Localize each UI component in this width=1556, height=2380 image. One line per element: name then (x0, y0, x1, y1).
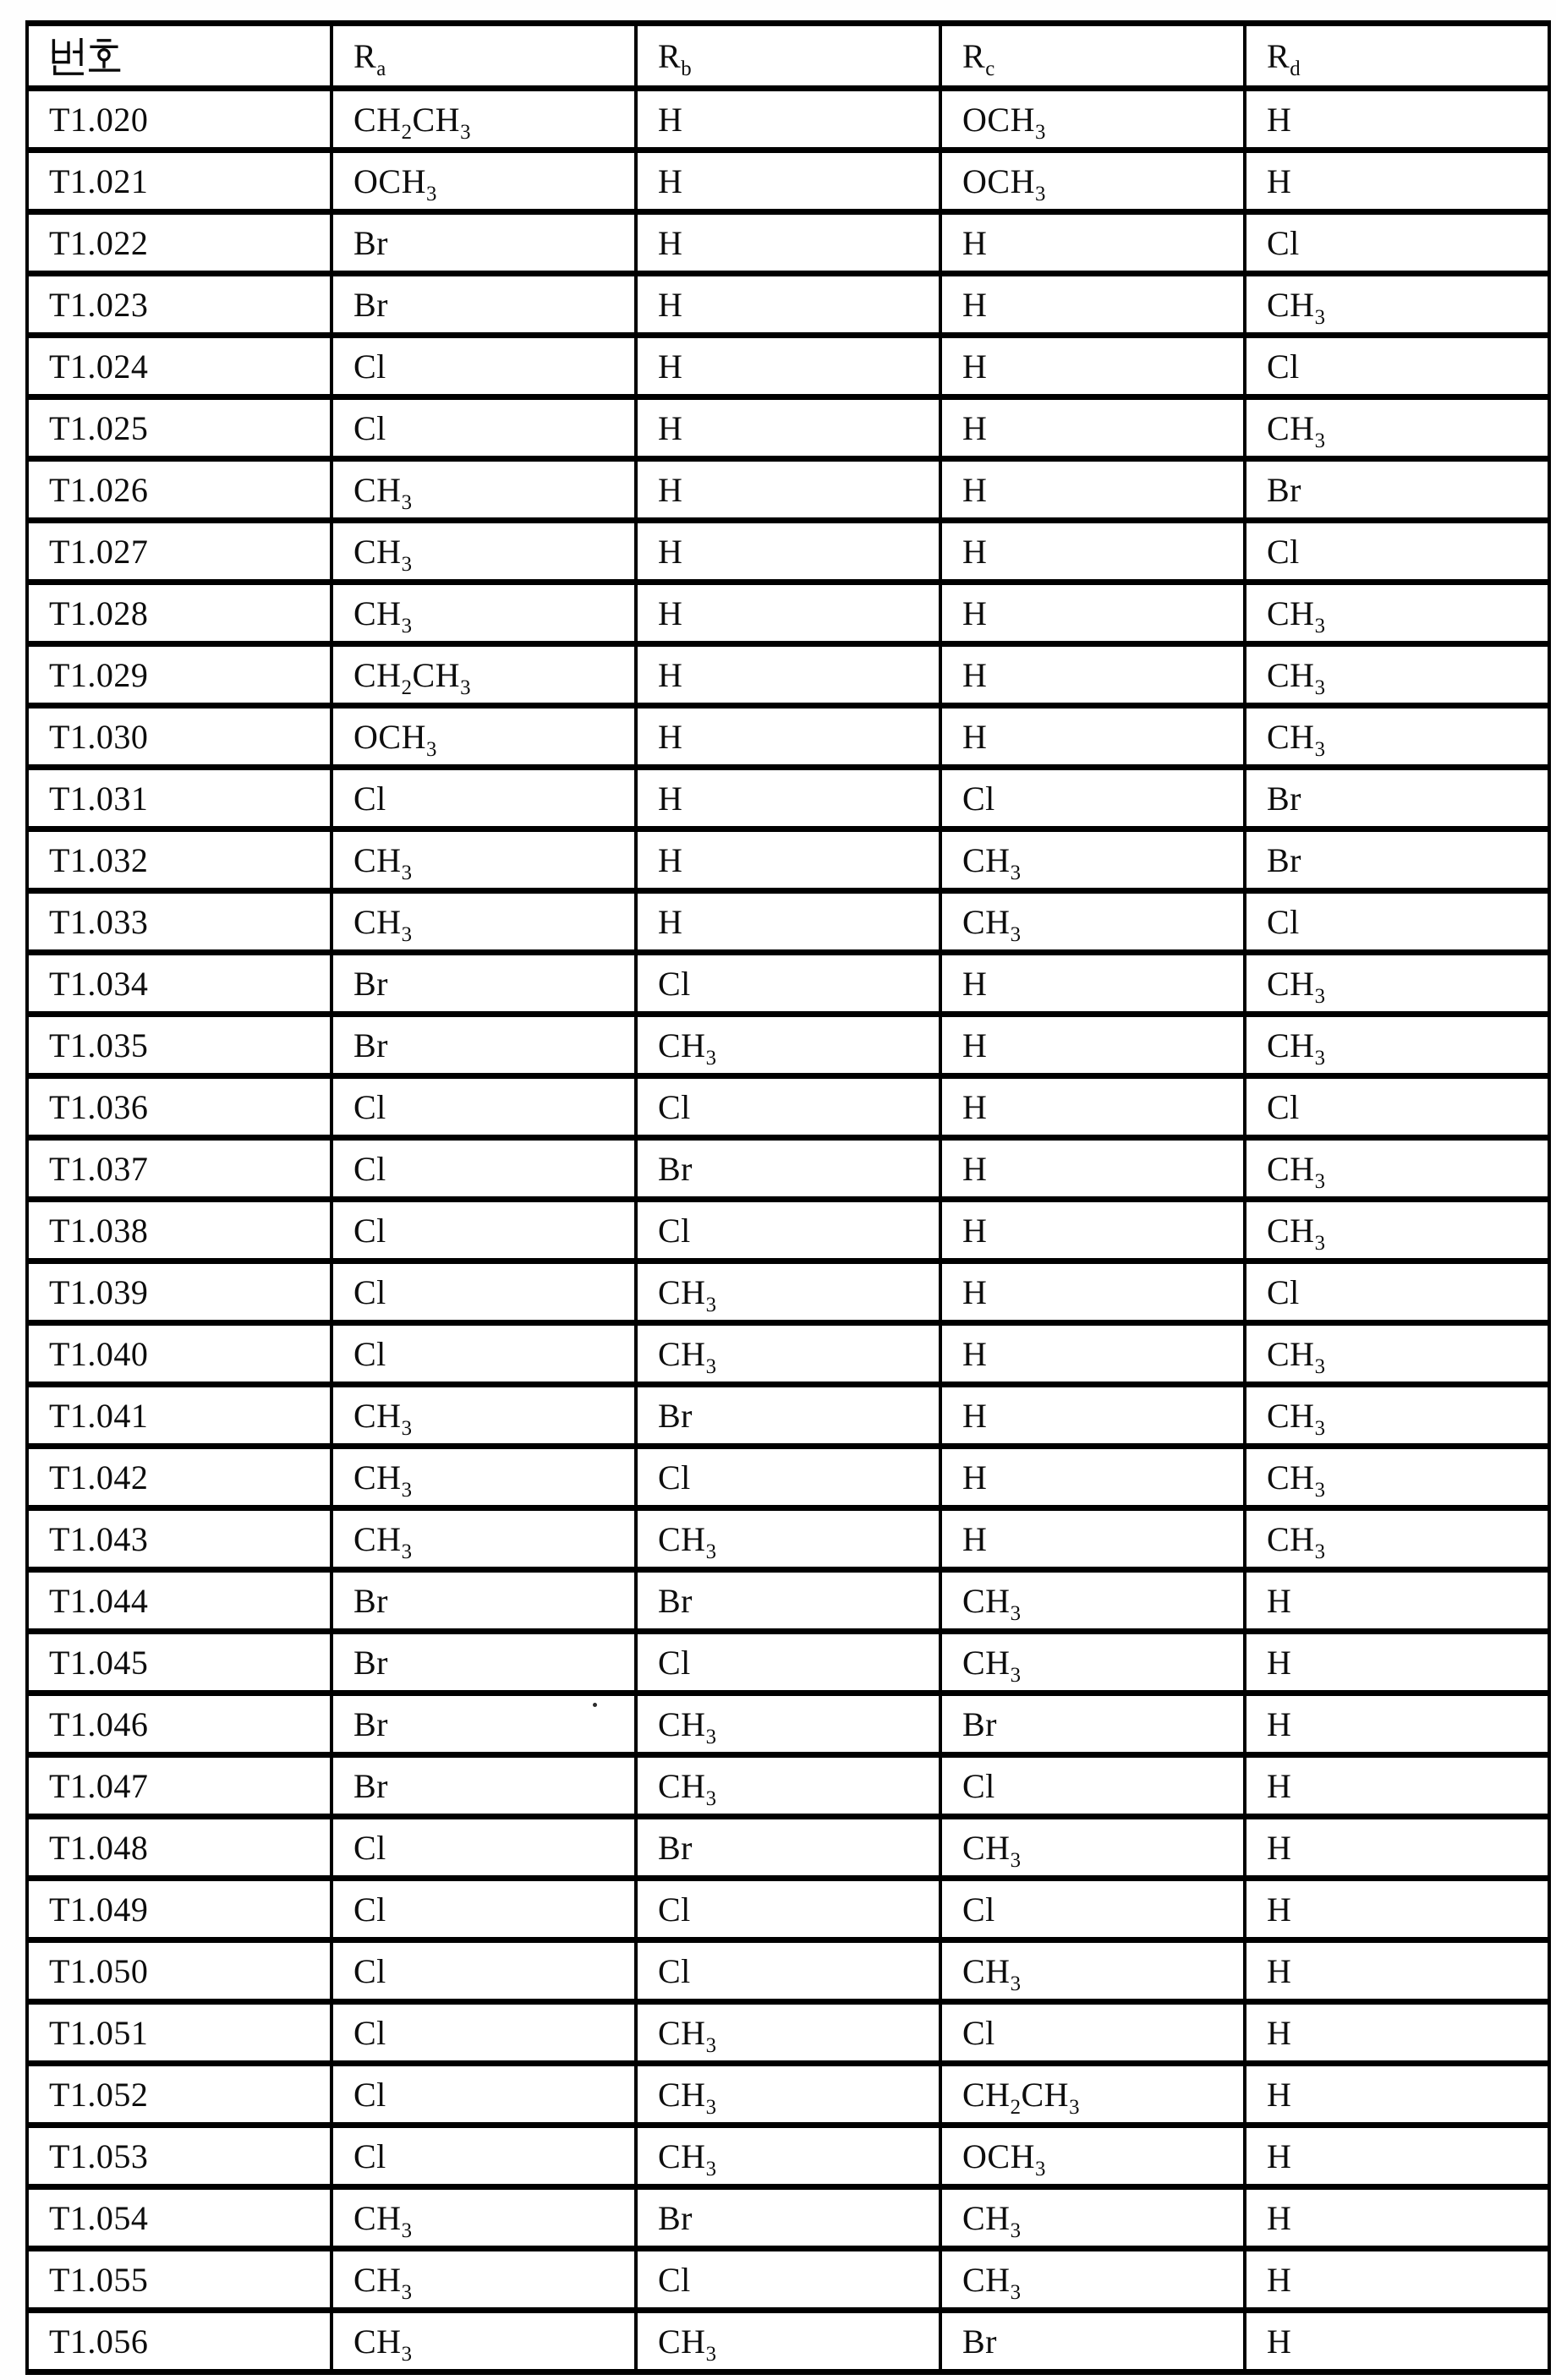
rb-cell: H (636, 89, 940, 150)
rc-cell: $OCH_3$ (940, 89, 1245, 150)
rc-cell: $CH_3$ (940, 1940, 1245, 2002)
ra-cell: Br (331, 274, 636, 336)
rc-cell: H (940, 1015, 1245, 1076)
ra-cell: $CH_3$ (331, 2311, 636, 2372)
table-row (27, 2002, 1549, 2064)
ra-cell: Br (331, 953, 636, 1015)
rc-cell: H (940, 1385, 1245, 1447)
rb-cell: $CH_3$ (636, 1261, 940, 1323)
table-row (27, 521, 1549, 583)
row-id-cell: T1.054 (27, 2187, 331, 2249)
row-id-cell: T1.053 (27, 2126, 331, 2187)
table-row (27, 829, 1549, 891)
rd-cell: $CH_3$ (1245, 1508, 1549, 1570)
rc-cell: H (940, 644, 1245, 706)
ra-cell: $CH_3$ (331, 1385, 636, 1447)
rc-cell: H (940, 336, 1245, 397)
rc-cell: $CH_3$ (940, 2249, 1245, 2311)
table-row (27, 274, 1549, 336)
rb-cell: Cl (636, 953, 940, 1015)
rd-cell: H (1245, 1940, 1549, 2002)
rd-cell: H (1245, 2064, 1549, 2126)
rd-cell: $CH_3$ (1245, 1138, 1549, 1200)
rc-cell: H (940, 1261, 1245, 1323)
rd-cell: Cl (1245, 336, 1549, 397)
table-row (27, 1385, 1549, 1447)
table-row (27, 1879, 1549, 1940)
table-row (27, 336, 1549, 397)
ra-cell: Br (331, 1755, 636, 1817)
rd-cell: Cl (1245, 1261, 1549, 1323)
row-id-cell: T1.027 (27, 521, 331, 583)
table-row (27, 2311, 1549, 2372)
rc-cell: Br (940, 2311, 1245, 2372)
rc-cell: $CH_3$ (940, 1632, 1245, 1693)
table-row (27, 2126, 1549, 2187)
ra-cell: $CH_3$ (331, 2249, 636, 2311)
rd-cell: $CH_3$ (1245, 1200, 1549, 1261)
ra-cell: $CH_3$ (331, 521, 636, 583)
rd-cell: H (1245, 1879, 1549, 1940)
table-row (27, 2064, 1549, 2126)
ra-cell: Cl (331, 2002, 636, 2064)
row-id-cell: T1.048 (27, 1817, 331, 1879)
row-id-cell: T1.020 (27, 89, 331, 150)
table-row (27, 1447, 1549, 1508)
ra-cell: Cl (331, 1940, 636, 2002)
row-id-cell: T1.055 (27, 2249, 331, 2311)
rc-cell: $CH_3$ (940, 1817, 1245, 1879)
table-row (27, 1323, 1549, 1385)
table-row (27, 459, 1549, 521)
rd-cell: Br (1245, 768, 1549, 829)
rc-cell: Cl (940, 1879, 1245, 1940)
scan-artifact-dot (593, 1703, 597, 1707)
rb-cell: H (636, 521, 940, 583)
row-id-cell: T1.025 (27, 397, 331, 459)
rd-cell: Cl (1245, 1076, 1549, 1138)
rb-cell: $CH_3$ (636, 2002, 940, 2064)
rd-cell: $CH_3$ (1245, 274, 1549, 336)
rc-cell: $CH_3$ (940, 2187, 1245, 2249)
table-row (27, 706, 1549, 768)
row-id-cell: T1.044 (27, 1570, 331, 1632)
rc-cell: H (940, 583, 1245, 644)
row-id-cell: T1.050 (27, 1940, 331, 2002)
hangul-beonho-glyph (49, 38, 123, 76)
ra-cell: Br (331, 1015, 636, 1076)
table-row (27, 150, 1549, 212)
rc-cell: $OCH_3$ (940, 150, 1245, 212)
rb-cell: H (636, 768, 940, 829)
row-id-cell: T1.038 (27, 1200, 331, 1261)
rd-cell: $CH_3$ (1245, 953, 1549, 1015)
ra-cell: $CH_3$ (331, 1447, 636, 1508)
rc-cell: $CH_2CH_3$ (940, 2064, 1245, 2126)
ra-cell: $CH_3$ (331, 2187, 636, 2249)
row-id-cell: T1.052 (27, 2064, 331, 2126)
row-id-cell: T1.046 (27, 1693, 331, 1755)
rc-cell: $CH_3$ (940, 1570, 1245, 1632)
rb-cell: H (636, 212, 940, 274)
ra-cell: $CH_3$ (331, 583, 636, 644)
rc-cell: Cl (940, 1755, 1245, 1817)
rd-cell: Br (1245, 459, 1549, 521)
rc-cell: H (940, 953, 1245, 1015)
rd-cell: $CH_3$ (1245, 397, 1549, 459)
ra-cell: $CH_3$ (331, 829, 636, 891)
rd-cell: $CH_3$ (1245, 1323, 1549, 1385)
row-id-cell: T1.023 (27, 274, 331, 336)
rb-cell: H (636, 397, 940, 459)
rb-cell: $CH_3$ (636, 2311, 940, 2372)
ra-cell: Cl (331, 768, 636, 829)
ra-cell: Cl (331, 336, 636, 397)
rb-cell: Br (636, 1817, 940, 1879)
rc-cell: H (940, 1508, 1245, 1570)
col-header-number (27, 24, 331, 89)
table-row (27, 1940, 1549, 2002)
rc-cell: H (940, 521, 1245, 583)
table-row (27, 1076, 1549, 1138)
ra-cell: Cl (331, 1879, 636, 1940)
rc-cell: Cl (940, 2002, 1245, 2064)
rb-cell: Cl (636, 1076, 940, 1138)
rd-cell: $CH_3$ (1245, 583, 1549, 644)
row-id-cell: T1.037 (27, 1138, 331, 1200)
table-row (27, 1632, 1549, 1693)
row-id-cell: T1.043 (27, 1508, 331, 1570)
row-id-cell: T1.035 (27, 1015, 331, 1076)
row-id-cell: T1.042 (27, 1447, 331, 1508)
rd-cell: H (1245, 1755, 1549, 1817)
ra-cell: Cl (331, 397, 636, 459)
rb-cell: H (636, 706, 940, 768)
rb-cell: H (636, 829, 940, 891)
ra-cell: $CH_3$ (331, 1508, 636, 1570)
ra-cell: Cl (331, 2126, 636, 2187)
rd-cell: $CH_3$ (1245, 1385, 1549, 1447)
row-id-cell: T1.021 (27, 150, 331, 212)
table-row (27, 768, 1549, 829)
rb-cell: $CH_3$ (636, 2126, 940, 2187)
rc-cell: $CH_3$ (940, 891, 1245, 953)
rc-cell: H (940, 212, 1245, 274)
table-row (27, 953, 1549, 1015)
rb-cell: $CH_3$ (636, 1508, 940, 1570)
rd-cell: Cl (1245, 212, 1549, 274)
row-id-cell: T1.022 (27, 212, 331, 274)
rd-cell: $CH_3$ (1245, 644, 1549, 706)
table-row (27, 891, 1549, 953)
rb-cell: Cl (636, 1632, 940, 1693)
table-row (27, 397, 1549, 459)
rb-cell: H (636, 891, 940, 953)
row-id-cell: T1.026 (27, 459, 331, 521)
rc-cell: H (940, 706, 1245, 768)
rb-cell: Cl (636, 1940, 940, 2002)
rd-cell: H (1245, 2187, 1549, 2249)
row-id-cell: T1.039 (27, 1261, 331, 1323)
rc-cell: H (940, 397, 1245, 459)
substituent-table (25, 20, 1551, 2375)
rc-cell: Br (940, 1693, 1245, 1755)
rb-cell: Br (636, 1570, 940, 1632)
row-id-cell: T1.033 (27, 891, 331, 953)
ra-cell: $CH_3$ (331, 459, 636, 521)
ra-cell: Br (331, 1570, 636, 1632)
rc-cell: H (940, 1138, 1245, 1200)
rd-cell: $CH_3$ (1245, 1447, 1549, 1508)
rb-cell: Br (636, 1385, 940, 1447)
rd-cell: H (1245, 1570, 1549, 1632)
rd-cell: $CH_3$ (1245, 1015, 1549, 1076)
rc-cell: H (940, 1323, 1245, 1385)
row-id-cell: T1.029 (27, 644, 331, 706)
table-row (27, 2249, 1549, 2311)
table-row (27, 1200, 1549, 1261)
table-header (27, 24, 1549, 89)
row-id-cell: T1.045 (27, 1632, 331, 1693)
row-id-cell: T1.032 (27, 829, 331, 891)
ra-cell: Br (331, 1632, 636, 1693)
rc-cell: H (940, 1447, 1245, 1508)
col-header-rc: $R_c$ (940, 24, 1245, 89)
ra-cell: Cl (331, 1323, 636, 1385)
rd-cell: H (1245, 2311, 1549, 2372)
table-row (27, 2187, 1549, 2249)
row-id-cell: T1.031 (27, 768, 331, 829)
ra-cell: Cl (331, 1261, 636, 1323)
row-id-cell: T1.041 (27, 1385, 331, 1447)
table-row (27, 1261, 1549, 1323)
col-header-rb: $R_b$ (636, 24, 940, 89)
row-id-cell: T1.040 (27, 1323, 331, 1385)
rb-cell: Cl (636, 1200, 940, 1261)
rc-cell: H (940, 274, 1245, 336)
ra-cell: Cl (331, 1076, 636, 1138)
rb-cell: $CH_3$ (636, 2064, 940, 2126)
header-row (27, 24, 1549, 89)
rb-cell: $CH_3$ (636, 1015, 940, 1076)
rd-cell: H (1245, 1632, 1549, 1693)
rb-cell: Cl (636, 1447, 940, 1508)
row-id-cell: T1.028 (27, 583, 331, 644)
ra-cell: Cl (331, 1138, 636, 1200)
rb-cell: H (636, 644, 940, 706)
rc-cell: H (940, 1200, 1245, 1261)
rc-cell: H (940, 1076, 1245, 1138)
table-row (27, 1138, 1549, 1200)
ra-cell: $OCH_3$ (331, 150, 636, 212)
rb-cell: H (636, 583, 940, 644)
rb-cell: H (636, 150, 940, 212)
ra-cell: Br (331, 1693, 636, 1755)
table-row (27, 89, 1549, 150)
row-id-cell: T1.056 (27, 2311, 331, 2372)
rd-cell: $CH_3$ (1245, 706, 1549, 768)
rb-cell: Cl (636, 1879, 940, 1940)
row-id-cell: T1.024 (27, 336, 331, 397)
row-id-cell: T1.051 (27, 2002, 331, 2064)
rb-cell: H (636, 459, 940, 521)
rb-cell: $CH_3$ (636, 1755, 940, 1817)
rb-cell: H (636, 274, 940, 336)
ra-cell: $CH_2CH_3$ (331, 644, 636, 706)
rd-cell: H (1245, 1817, 1549, 1879)
ra-cell: $CH_2CH_3$ (331, 89, 636, 150)
table-row (27, 1755, 1549, 1817)
rd-cell: H (1245, 2002, 1549, 2064)
table-row (27, 1817, 1549, 1879)
table-row (27, 1508, 1549, 1570)
row-id-cell: T1.030 (27, 706, 331, 768)
rd-cell: H (1245, 1693, 1549, 1755)
table-row (27, 1693, 1549, 1755)
ra-cell: Br (331, 212, 636, 274)
ra-cell: Cl (331, 2064, 636, 2126)
row-id-cell: T1.047 (27, 1755, 331, 1817)
rc-cell: $CH_3$ (940, 829, 1245, 891)
rd-cell: Cl (1245, 891, 1549, 953)
rd-cell: H (1245, 150, 1549, 212)
ra-cell: Cl (331, 1200, 636, 1261)
rc-cell: H (940, 459, 1245, 521)
rc-cell: Cl (940, 768, 1245, 829)
ra-cell: Cl (331, 1817, 636, 1879)
col-header-ra: $R_a$ (331, 24, 636, 89)
row-id-cell: T1.049 (27, 1879, 331, 1940)
rd-cell: H (1245, 89, 1549, 150)
rb-cell: H (636, 336, 940, 397)
rd-cell: H (1245, 2126, 1549, 2187)
table-row (27, 644, 1549, 706)
rb-cell: Br (636, 1138, 940, 1200)
row-id-cell: T1.034 (27, 953, 331, 1015)
rb-cell: $CH_3$ (636, 1323, 940, 1385)
col-header-rd: $R_d$ (1245, 24, 1549, 89)
rd-cell: Cl (1245, 521, 1549, 583)
rb-cell: Cl (636, 2249, 940, 2311)
table-row (27, 583, 1549, 644)
rb-cell: $CH_3$ (636, 1693, 940, 1755)
table-row (27, 1570, 1549, 1632)
ra-cell: $CH_3$ (331, 891, 636, 953)
rb-cell: Br (636, 2187, 940, 2249)
rd-cell: Br (1245, 829, 1549, 891)
rc-cell: $OCH_3$ (940, 2126, 1245, 2187)
rd-cell: H (1245, 2249, 1549, 2311)
table-row (27, 212, 1549, 274)
row-id-cell: T1.036 (27, 1076, 331, 1138)
table-row (27, 1015, 1549, 1076)
ra-cell: $OCH_3$ (331, 706, 636, 768)
table-body (27, 89, 1549, 2372)
